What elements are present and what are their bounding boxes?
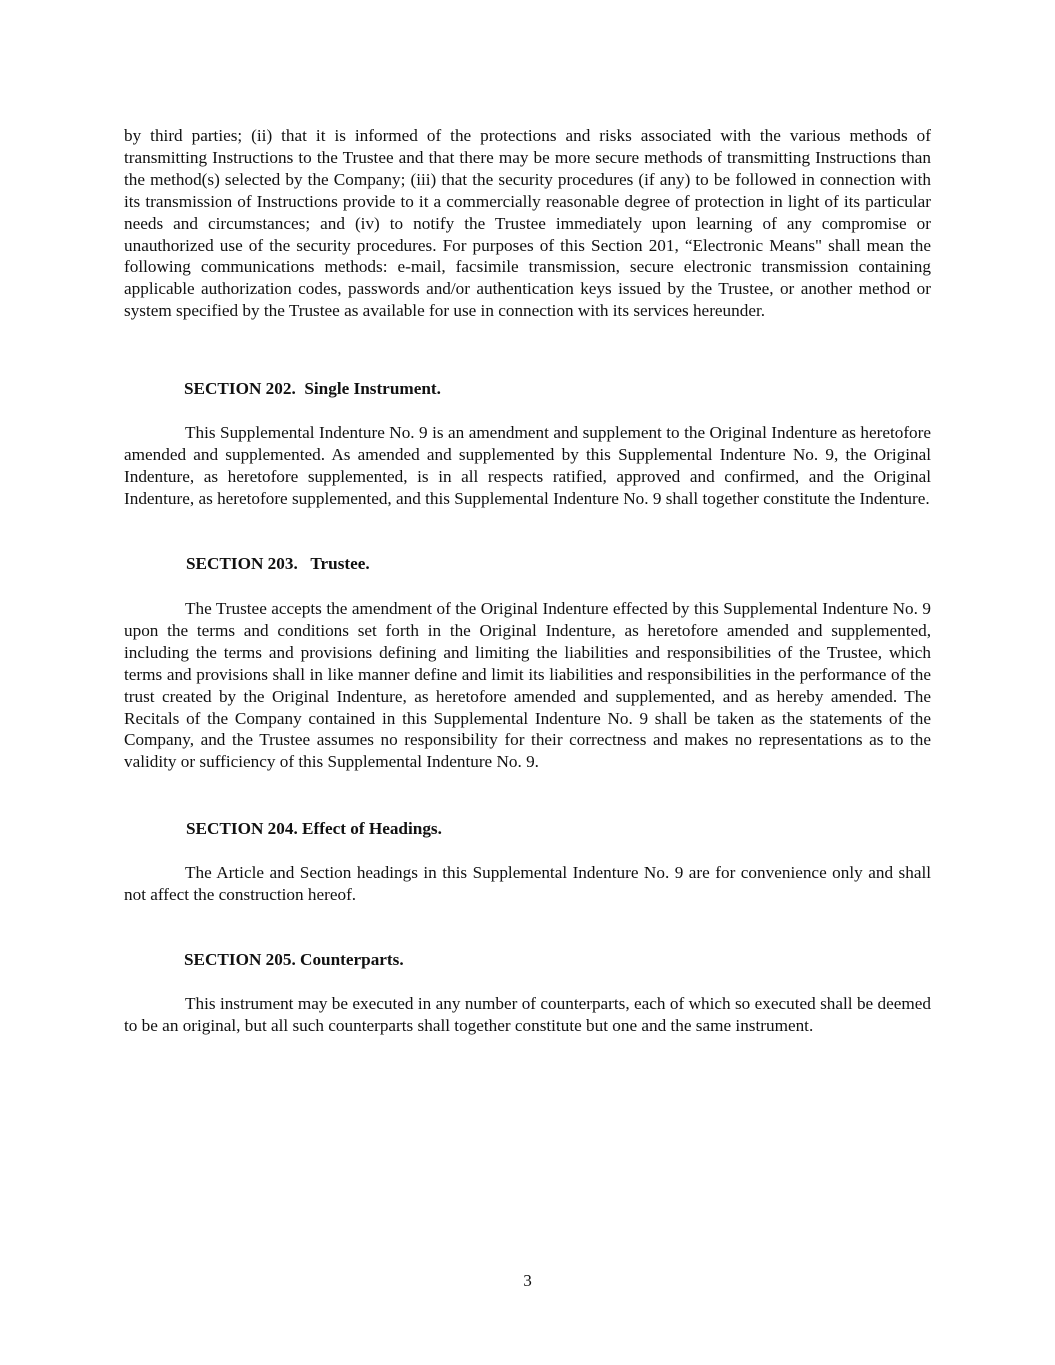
section-203-body: The Trustee accepts the amendment of the Original Indenture effected by this Supplemental Indenture No. 9 upon the terms and conditions set forth in the Original Indenture, as heretofore amended and supplemented, including the terms and provisions defining and limiting the liabilities and responsibilities of the Trustee, which terms and provisions shall in like manner define and limit its liabilities and responsibilities in the performance of the trust created by the Original Indenture, as heretofore amended and supplemented, and as hereby amended. The Recitals of the Company contained in this Supplemental Indenture No. 9 shall be taken as the statements of the Company, and the Trustee assumes no responsibility for their correctness and makes no representations as to the validity or sufficiency of this Supplemental Indenture No. 9. (124, 599, 931, 772)
section-204-body: The Article and Section headings in this Supplemental Indenture No. 9 are for convenience only and shall not affect the construction hereof. (124, 863, 931, 904)
section-202-heading: SECTION 202. Single Instrument. (184, 379, 441, 398)
section-204-heading: SECTION 204. Effect of Headings. (186, 819, 442, 838)
section-202-body: This Supplemental Indenture No. 9 is an amendment and supplement to the Original Indenture as heretofore amended and supplemented. As amended and supplemented by this Supplemental Indenture No. 9, the Original Indenture, as heretofore supplemented, is in all respects ratified, approved and confirmed, and the Original Indenture, as heretofore supplemented, and this Supplemental Indenture No. 9 shall together constitute the Indenture. (124, 423, 931, 508)
page-number: 3 (523, 1271, 532, 1290)
section-203-heading: SECTION 203. Trustee. (186, 554, 370, 573)
section-205-body: This instrument may be executed in any number of counterparts, each of which so executed shall be deemed to be an original, but all such counterparts shall together constitute but one and the same instrument. (124, 994, 931, 1035)
intro-paragraph: by third parties; (ii) that it is informed of the protections and risks associated with the various methods of transmitting Instructions to the Trustee and that there may be more secure methods of transmitting Instructions than the method(s) selected by the Company; (iii) that the security procedures (if any) to be followed in connection with its transmission of Instructions provide to it a commercially reasonable degree of protection in light of its particular needs and circumstances; and (iv) to notify the Trustee immediately upon learning of any compromise or unauthorized use of the security procedures. For purposes of this Section 201, “Electronic Means" shall mean the following communications methods: e-mail, facsimile transmission, secure electronic transmission containing applicable authorization codes, passwords and/or authentication keys issued by the Trustee, or another method or system specified by the Trustee as available for use in connection with its services hereunder. (124, 126, 931, 321)
section-205-heading: SECTION 205. Counterparts. (184, 950, 404, 969)
